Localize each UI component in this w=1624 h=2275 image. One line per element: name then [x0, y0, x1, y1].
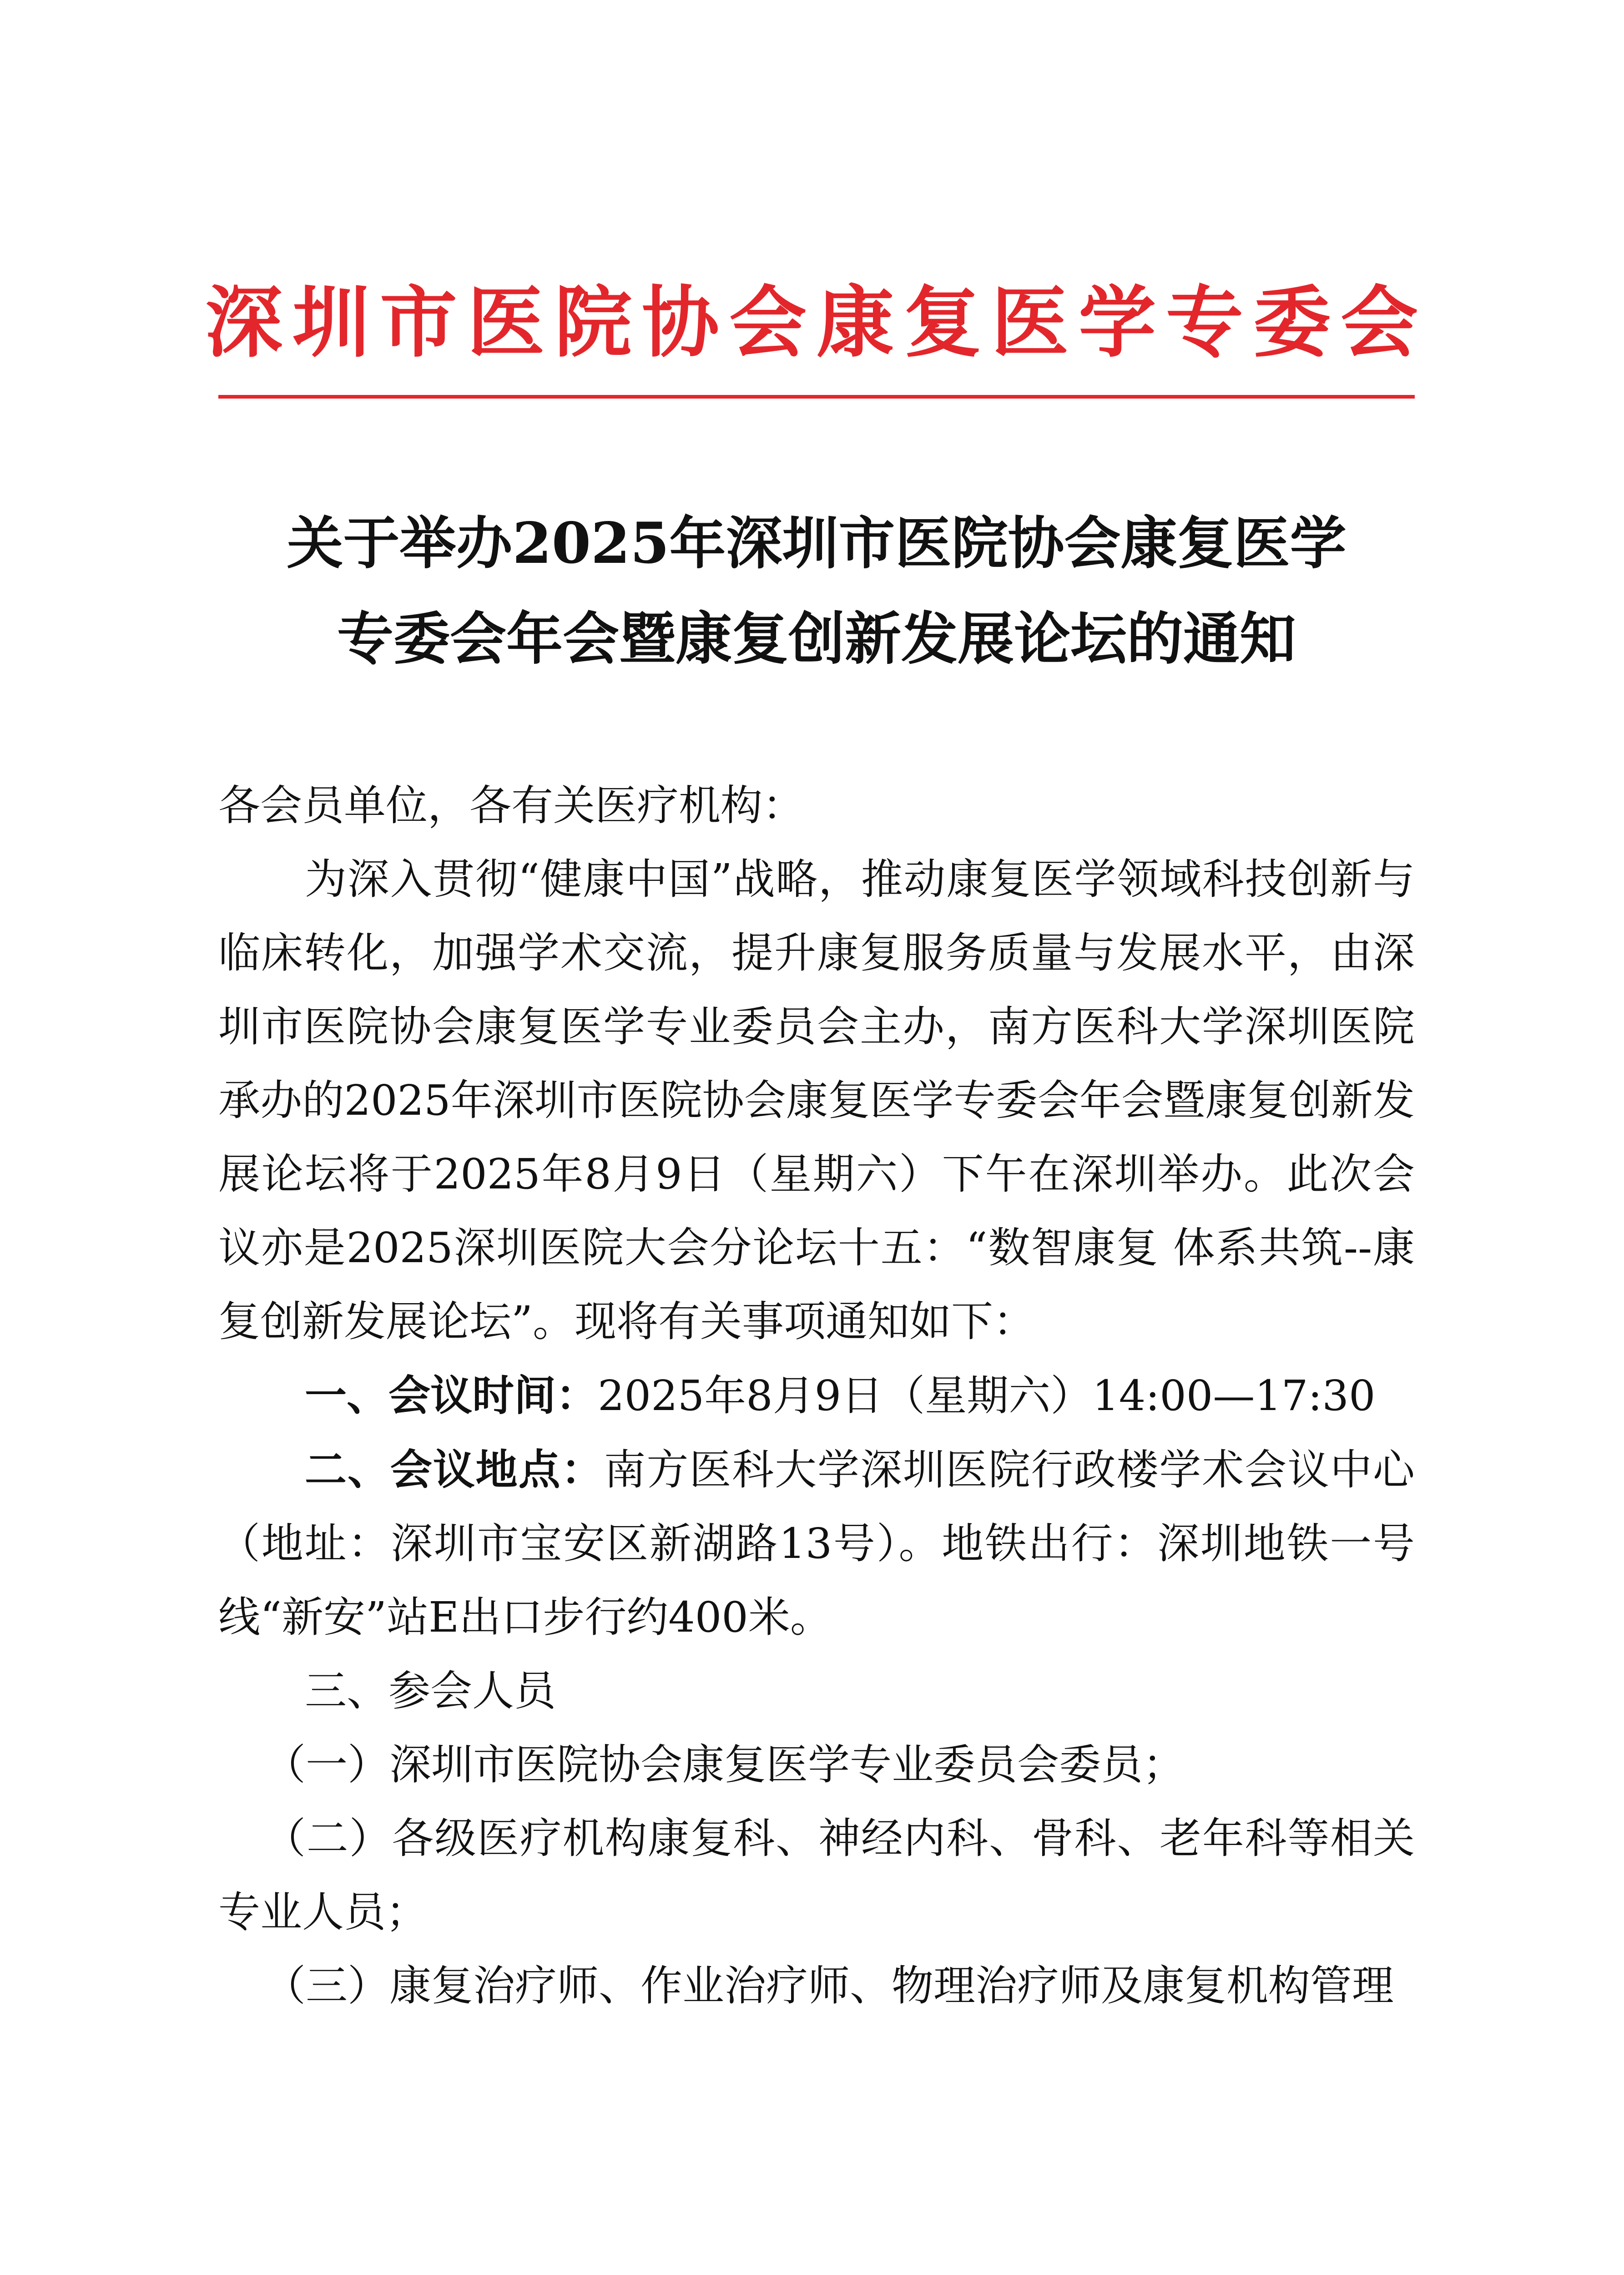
- letterhead: [205, 264, 1428, 382]
- meeting-venue: [218, 1433, 1415, 1654]
- meeting-venue-value: 南方医科大学深圳医院行政楼学术会议中心（地址：深圳市宝安区新湖路13号）。地铁出行：深圳地铁一号线“新安”站E出口步行约400米。: [218, 1446, 1415, 1642]
- document-body: [218, 769, 1415, 2023]
- meeting-time-value: 2025年8月9日（星期六）14:00—17:30: [598, 1371, 1376, 1420]
- attendee-item-1: （一）深圳市医院协会康复医学专业委员会委员；: [264, 1740, 1185, 1789]
- letterhead-divider: [218, 395, 1415, 399]
- attendees-heading: 三、参会人员: [305, 1667, 556, 1715]
- document-title: [182, 496, 1451, 687]
- meeting-venue-label: 二、会议地点：: [305, 1445, 604, 1494]
- org-name: 深圳市医院协会康复医学专委会: [205, 278, 1428, 368]
- meeting-time: [218, 1359, 1415, 1433]
- meeting-time-label: 一、会议时间：: [305, 1371, 598, 1420]
- title-line-2: 专委会年会暨康复创新发展论坛的通知: [337, 606, 1296, 672]
- attendee-item-2: （二）各级医疗机构康复科、神经内科、骨科、老年科等相关专业人员；: [218, 1814, 1415, 1936]
- title-line-1: 关于举办2025年深圳市医院协会康复医学: [287, 511, 1347, 576]
- intro-paragraph: 为深入贯彻“健康中国”战略，推动康复医学领域科技创新与临床转化，加强学术交流，提升康复服务质量与发展水平，由深圳市医院协会康复医学专业委员会主办，南方医科大学深圳医院承办的2025年深圳市医院协会康复医学专委会年会暨康复创新发展论坛将于2025年8月9日（星期六）下午在深圳举办。此次会议亦是2025深圳医院大会分论坛十五：“数智康复 体系共筑--康复创新发展论坛”。现将有关事项通知如下：: [218, 855, 1415, 1346]
- salutation: 各会员单位，各有关医疗机构：: [218, 781, 805, 830]
- attendee-item-3: （三）康复治疗师、作业治疗师、物理治疗师及康复机构管理: [264, 1962, 1394, 2010]
